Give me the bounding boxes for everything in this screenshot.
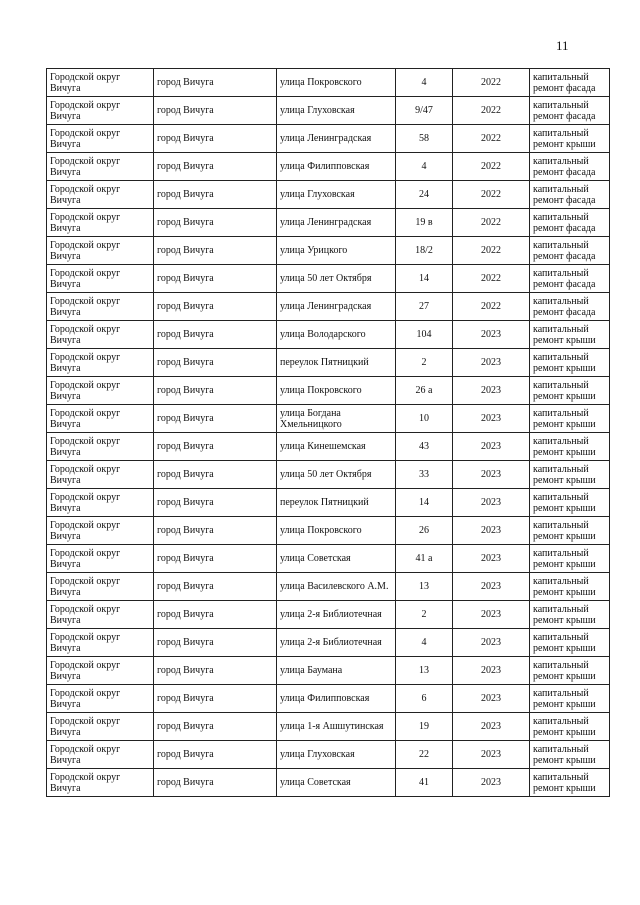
table-row: [47, 209, 610, 237]
house-number-cell: 4: [396, 69, 453, 97]
work-type-cell: капитальный ремонт крыши: [530, 741, 610, 769]
street-cell: улица Баумана: [277, 657, 396, 685]
year-cell: 2023: [453, 769, 530, 797]
city-cell: город Вичуга: [154, 601, 277, 629]
city-cell: город Вичуга: [154, 741, 277, 769]
district-cell: Городской округ Вичуга: [47, 629, 154, 657]
table-row: [47, 153, 610, 181]
house-number-cell: 18/2: [396, 237, 453, 265]
table-row: [47, 517, 610, 545]
year-cell: 2023: [453, 405, 530, 433]
district-cell: Городской округ Вичуга: [47, 153, 154, 181]
year-cell: 2023: [453, 517, 530, 545]
year-cell: 2023: [453, 629, 530, 657]
district-cell: Городской округ Вичуга: [47, 405, 154, 433]
street-cell: улица Кинешемская: [277, 433, 396, 461]
city-cell: город Вичуга: [154, 433, 277, 461]
street-cell: улица Филипповская: [277, 685, 396, 713]
table-row: [47, 69, 610, 97]
city-cell: город Вичуга: [154, 713, 277, 741]
street-cell: улица 1-я Ашшутинская: [277, 713, 396, 741]
table-row: [47, 265, 610, 293]
year-cell: 2023: [453, 349, 530, 377]
house-number-cell: 26: [396, 517, 453, 545]
city-cell: город Вичуга: [154, 69, 277, 97]
work-type-cell: капитальный ремонт крыши: [530, 321, 610, 349]
table-row: [47, 461, 610, 489]
district-cell: Городской округ Вичуга: [47, 69, 154, 97]
work-type-cell: капитальный ремонт фасада: [530, 237, 610, 265]
house-number-cell: 26 а: [396, 377, 453, 405]
work-type-cell: капитальный ремонт крыши: [530, 377, 610, 405]
work-type-cell: капитальный ремонт фасада: [530, 265, 610, 293]
house-number-cell: 2: [396, 601, 453, 629]
house-number-cell: 41: [396, 769, 453, 797]
house-number-cell: 19 в: [396, 209, 453, 237]
work-type-cell: капитальный ремонт крыши: [530, 545, 610, 573]
work-type-cell: капитальный ремонт фасада: [530, 97, 610, 125]
street-cell: улица Ленинградская: [277, 209, 396, 237]
table-row: [47, 657, 610, 685]
city-cell: город Вичуга: [154, 97, 277, 125]
work-type-cell: капитальный ремонт крыши: [530, 433, 610, 461]
year-cell: 2023: [453, 713, 530, 741]
table-row: [47, 573, 610, 601]
street-cell: улица Урицкого: [277, 237, 396, 265]
year-cell: 2023: [453, 461, 530, 489]
district-cell: Городской округ Вичуга: [47, 741, 154, 769]
street-cell: улица Ленинградская: [277, 125, 396, 153]
street-cell: улица Ленинградская: [277, 293, 396, 321]
street-cell: улица Василевского А.М.: [277, 573, 396, 601]
street-cell: улица Советская: [277, 769, 396, 797]
city-cell: город Вичуга: [154, 405, 277, 433]
house-number-cell: 13: [396, 657, 453, 685]
house-number-cell: 14: [396, 265, 453, 293]
street-cell: улица Покровского: [277, 377, 396, 405]
table-row: [47, 125, 610, 153]
year-cell: 2023: [453, 321, 530, 349]
city-cell: город Вичуга: [154, 489, 277, 517]
work-type-cell: капитальный ремонт фасада: [530, 153, 610, 181]
district-cell: Городской округ Вичуга: [47, 377, 154, 405]
street-cell: улица 2-я Библиотечная: [277, 629, 396, 657]
work-type-cell: капитальный ремонт фасада: [530, 293, 610, 321]
district-cell: Городской округ Вичуга: [47, 461, 154, 489]
year-cell: 2022: [453, 265, 530, 293]
district-cell: Городской округ Вичуга: [47, 293, 154, 321]
city-cell: город Вичуга: [154, 517, 277, 545]
work-type-cell: капитальный ремонт фасада: [530, 181, 610, 209]
city-cell: город Вичуга: [154, 181, 277, 209]
house-number-cell: 14: [396, 489, 453, 517]
work-type-cell: капитальный ремонт крыши: [530, 769, 610, 797]
table-row: [47, 545, 610, 573]
year-cell: 2023: [453, 545, 530, 573]
district-cell: Городской округ Вичуга: [47, 209, 154, 237]
table-row: [47, 377, 610, 405]
table-row: [47, 349, 610, 377]
table-row: [47, 237, 610, 265]
district-cell: Городской округ Вичуга: [47, 321, 154, 349]
house-number-cell: 41 а: [396, 545, 453, 573]
city-cell: город Вичуга: [154, 657, 277, 685]
work-type-cell: капитальный ремонт фасада: [530, 209, 610, 237]
street-cell: улица Глуховская: [277, 741, 396, 769]
street-cell: улица Филипповская: [277, 153, 396, 181]
work-type-cell: капитальный ремонт крыши: [530, 349, 610, 377]
street-cell: улица Глуховская: [277, 97, 396, 125]
district-cell: Городской округ Вичуга: [47, 97, 154, 125]
district-cell: Городской округ Вичуга: [47, 517, 154, 545]
house-number-cell: 27: [396, 293, 453, 321]
table-row: [47, 713, 610, 741]
city-cell: город Вичуга: [154, 237, 277, 265]
house-number-cell: 19: [396, 713, 453, 741]
table-row: [47, 97, 610, 125]
house-number-cell: 22: [396, 741, 453, 769]
year-cell: 2023: [453, 433, 530, 461]
city-cell: город Вичуга: [154, 265, 277, 293]
district-cell: Городской округ Вичуга: [47, 125, 154, 153]
work-type-cell: капитальный ремонт крыши: [530, 125, 610, 153]
city-cell: город Вичуга: [154, 349, 277, 377]
table-row: [47, 601, 610, 629]
house-number-cell: 58: [396, 125, 453, 153]
district-cell: Городской округ Вичуга: [47, 713, 154, 741]
table-row: [47, 433, 610, 461]
district-cell: Городской округ Вичуга: [47, 685, 154, 713]
district-cell: Городской округ Вичуга: [47, 181, 154, 209]
street-cell: улица Володарского: [277, 321, 396, 349]
page-number: 11: [556, 38, 569, 53]
city-cell: город Вичуга: [154, 293, 277, 321]
work-type-cell: капитальный ремонт фасада: [530, 69, 610, 97]
year-cell: 2022: [453, 125, 530, 153]
city-cell: город Вичуга: [154, 125, 277, 153]
repair-schedule-table: [46, 68, 610, 797]
house-number-cell: 4: [396, 629, 453, 657]
street-cell: улица Богдана Хмельницкого: [277, 405, 396, 433]
house-number-cell: 10: [396, 405, 453, 433]
work-type-cell: капитальный ремонт крыши: [530, 629, 610, 657]
city-cell: город Вичуга: [154, 573, 277, 601]
table-body: [47, 69, 610, 797]
year-cell: 2023: [453, 601, 530, 629]
work-type-cell: капитальный ремонт крыши: [530, 517, 610, 545]
work-type-cell: капитальный ремонт крыши: [530, 685, 610, 713]
district-cell: Городской округ Вичуга: [47, 769, 154, 797]
year-cell: 2022: [453, 293, 530, 321]
city-cell: город Вичуга: [154, 377, 277, 405]
year-cell: 2023: [453, 657, 530, 685]
table-row: [47, 769, 610, 797]
year-cell: 2023: [453, 741, 530, 769]
work-type-cell: капитальный ремонт крыши: [530, 489, 610, 517]
street-cell: улица Покровского: [277, 69, 396, 97]
work-type-cell: капитальный ремонт крыши: [530, 461, 610, 489]
street-cell: переулок Пятницкий: [277, 489, 396, 517]
city-cell: город Вичуга: [154, 461, 277, 489]
year-cell: 2022: [453, 97, 530, 125]
table-row: [47, 293, 610, 321]
work-type-cell: капитальный ремонт крыши: [530, 405, 610, 433]
street-cell: переулок Пятницкий: [277, 349, 396, 377]
year-cell: 2023: [453, 377, 530, 405]
year-cell: 2022: [453, 153, 530, 181]
table-row: [47, 629, 610, 657]
city-cell: город Вичуга: [154, 685, 277, 713]
house-number-cell: 33: [396, 461, 453, 489]
street-cell: улица Глуховская: [277, 181, 396, 209]
table-row: [47, 181, 610, 209]
year-cell: 2023: [453, 685, 530, 713]
street-cell: улица 50 лет Октября: [277, 265, 396, 293]
district-cell: Городской округ Вичуга: [47, 601, 154, 629]
district-cell: Городской округ Вичуга: [47, 545, 154, 573]
street-cell: улица 50 лет Октября: [277, 461, 396, 489]
house-number-cell: 13: [396, 573, 453, 601]
district-cell: Городской округ Вичуга: [47, 349, 154, 377]
house-number-cell: 24: [396, 181, 453, 209]
house-number-cell: 9/47: [396, 97, 453, 125]
work-type-cell: капитальный ремонт крыши: [530, 657, 610, 685]
district-cell: Городской округ Вичуга: [47, 573, 154, 601]
year-cell: 2022: [453, 69, 530, 97]
year-cell: 2023: [453, 489, 530, 517]
city-cell: город Вичуга: [154, 545, 277, 573]
city-cell: город Вичуга: [154, 769, 277, 797]
district-cell: Городской округ Вичуга: [47, 433, 154, 461]
table-row: [47, 685, 610, 713]
work-type-cell: капитальный ремонт крыши: [530, 601, 610, 629]
street-cell: улица 2-я Библиотечная: [277, 601, 396, 629]
city-cell: город Вичуга: [154, 321, 277, 349]
district-cell: Городской округ Вичуга: [47, 265, 154, 293]
work-type-cell: капитальный ремонт крыши: [530, 713, 610, 741]
table-row: [47, 405, 610, 433]
city-cell: город Вичуга: [154, 629, 277, 657]
house-number-cell: 104: [396, 321, 453, 349]
house-number-cell: 6: [396, 685, 453, 713]
year-cell: 2022: [453, 237, 530, 265]
house-number-cell: 4: [396, 153, 453, 181]
district-cell: Городской округ Вичуга: [47, 237, 154, 265]
year-cell: 2023: [453, 573, 530, 601]
year-cell: 2022: [453, 181, 530, 209]
work-type-cell: капитальный ремонт крыши: [530, 573, 610, 601]
house-number-cell: 2: [396, 349, 453, 377]
city-cell: город Вичуга: [154, 153, 277, 181]
table-row: [47, 741, 610, 769]
house-number-cell: 43: [396, 433, 453, 461]
district-cell: Городской округ Вичуга: [47, 657, 154, 685]
street-cell: улица Покровского: [277, 517, 396, 545]
year-cell: 2022: [453, 209, 530, 237]
city-cell: город Вичуга: [154, 209, 277, 237]
table-row: [47, 489, 610, 517]
table-row: [47, 321, 610, 349]
street-cell: улица Советская: [277, 545, 396, 573]
district-cell: Городской округ Вичуга: [47, 489, 154, 517]
